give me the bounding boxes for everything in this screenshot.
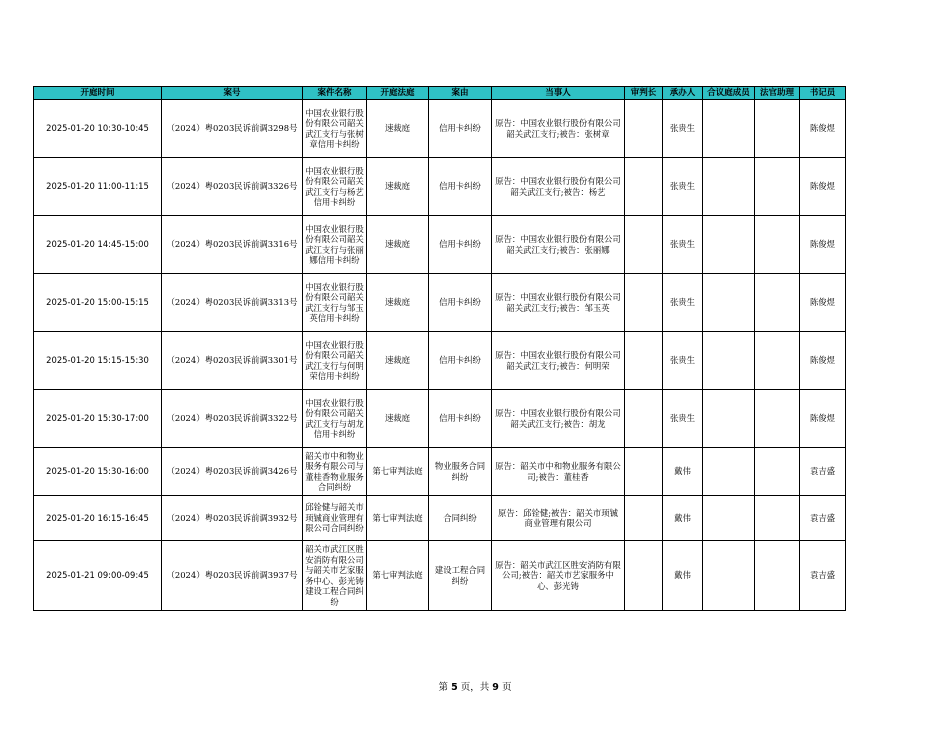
cell-handler: 戴伟 [663, 448, 703, 496]
cell-case-name: 中国农业银行股份有限公司韶关武江支行与张丽娜信用卡纠纷 [303, 216, 367, 274]
cell-case-name: 中国农业银行股份有限公司韶关武江支行与邹玉英信用卡纠纷 [303, 274, 367, 332]
table-row [34, 100, 846, 158]
cell-handler: 张贵生 [663, 216, 703, 274]
cell-case-name: 韶关市中和物业服务有限公司与董桂香物业服务合同纠纷 [303, 448, 367, 496]
cell-case-name: 邱铨健与韶关市顼铖商业管理有限公司合同纠纷 [303, 496, 367, 541]
cell-court: 第七审判法庭 [367, 541, 429, 611]
cell-case-no: （2024）粤0203民诉前调3426号 [162, 448, 303, 496]
cell-parties: 原告：韶关市中和物业服务有限公司;被告：董桂香 [492, 448, 625, 496]
cell-time: 2025-01-20 16:15-16:45 [34, 496, 162, 541]
cell-clerk: 陈俊煜 [800, 332, 846, 390]
cell-presiding [625, 158, 663, 216]
cell-case-no: （2024）粤0203民诉前调3326号 [162, 158, 303, 216]
footer-suffix: 页 [501, 682, 512, 693]
cell-presiding [625, 496, 663, 541]
col-header-clerk: 书记员 [800, 87, 846, 100]
page-footer [0, 679, 950, 693]
col-header-parties: 当事人 [492, 87, 625, 100]
table-row [34, 216, 846, 274]
col-header-assistant: 法官助理 [755, 87, 800, 100]
cell-assistant [755, 158, 800, 216]
cell-presiding [625, 332, 663, 390]
cell-assistant [755, 496, 800, 541]
cell-case-no: （2024）粤0203民诉前调3313号 [162, 274, 303, 332]
cell-presiding [625, 390, 663, 448]
col-header-case-name: 案件名称 [303, 87, 367, 100]
cell-case-name: 中国农业银行股份有限公司韶关武江支行与杨艺信用卡纠纷 [303, 158, 367, 216]
cell-clerk: 袁吉盛 [800, 541, 846, 611]
cell-case-no: （2024）粤0203民诉前调3301号 [162, 332, 303, 390]
footer-prefix: 第 [438, 682, 449, 693]
col-header-time: 开庭时间 [34, 87, 162, 100]
cell-clerk: 袁吉盛 [800, 448, 846, 496]
cell-handler: 张贵生 [663, 274, 703, 332]
cell-case-name: 韶关市武江区胜安消防有限公司与韶关市艺家服务中心、彭光铸建设工程合同纠纷 [303, 541, 367, 611]
cell-assistant [755, 216, 800, 274]
footer-total-pages: 9 [492, 682, 499, 693]
cell-parties: 原告：中国农业银行股份有限公司韶关武江支行;被告：胡龙 [492, 390, 625, 448]
cell-case-no: （2024）粤0203民诉前调3322号 [162, 390, 303, 448]
cell-court: 第七审判法庭 [367, 448, 429, 496]
table-row [34, 496, 846, 541]
cell-time: 2025-01-20 10:30-10:45 [34, 100, 162, 158]
cell-court: 第七审判法庭 [367, 496, 429, 541]
cell-parties: 原告：中国农业银行股份有限公司韶关武江支行;被告：张丽娜 [492, 216, 625, 274]
cell-clerk: 袁吉盛 [800, 496, 846, 541]
cell-cause: 信用卡纠纷 [429, 274, 492, 332]
table-row [34, 541, 846, 611]
table-row [34, 332, 846, 390]
cell-time: 2025-01-21 09:00-09:45 [34, 541, 162, 611]
header-row [34, 87, 846, 100]
table-row [34, 390, 846, 448]
cell-clerk: 陈俊煜 [800, 390, 846, 448]
footer-page-number: 5 [451, 682, 458, 693]
cell-case-name: 中国农业银行股份有限公司韶关武江支行与何明荣信用卡纠纷 [303, 332, 367, 390]
cell-clerk: 陈俊煜 [800, 158, 846, 216]
cell-parties: 原告：中国农业银行股份有限公司韶关武江支行;被告：杨艺 [492, 158, 625, 216]
cell-handler: 戴伟 [663, 541, 703, 611]
cell-case-no: （2024）粤0203民诉前调3932号 [162, 496, 303, 541]
cell-assistant [755, 100, 800, 158]
cell-assistant [755, 541, 800, 611]
cell-time: 2025-01-20 15:30-16:00 [34, 448, 162, 496]
cell-assistant [755, 448, 800, 496]
cell-cause: 信用卡纠纷 [429, 332, 492, 390]
cell-clerk: 陈俊煜 [800, 100, 846, 158]
cell-panel [703, 448, 755, 496]
table-row [34, 274, 846, 332]
cell-panel [703, 216, 755, 274]
cell-court: 速裁庭 [367, 390, 429, 448]
cell-presiding [625, 274, 663, 332]
col-header-handler: 承办人 [663, 87, 703, 100]
cell-cause: 信用卡纠纷 [429, 216, 492, 274]
table-row [34, 158, 846, 216]
cell-handler: 戴伟 [663, 496, 703, 541]
table-row [34, 448, 846, 496]
cell-time: 2025-01-20 11:00-11:15 [34, 158, 162, 216]
cell-clerk: 陈俊煜 [800, 216, 846, 274]
cell-case-name: 中国农业银行股份有限公司韶关武江支行与张树章信用卡纠纷 [303, 100, 367, 158]
cell-court: 速裁庭 [367, 216, 429, 274]
cell-court: 速裁庭 [367, 274, 429, 332]
footer-middle: 页，共 [460, 682, 490, 693]
cell-presiding [625, 216, 663, 274]
cell-case-no: （2024）粤0203民诉前调3316号 [162, 216, 303, 274]
cell-time: 2025-01-20 15:00-15:15 [34, 274, 162, 332]
col-header-case-no: 案号 [162, 87, 303, 100]
cell-panel [703, 100, 755, 158]
col-header-court: 开庭法庭 [367, 87, 429, 100]
cell-court: 速裁庭 [367, 158, 429, 216]
cell-handler: 张贵生 [663, 332, 703, 390]
cell-case-name: 中国农业银行股份有限公司韶关武江支行与胡龙信用卡纠纷 [303, 390, 367, 448]
cell-panel [703, 158, 755, 216]
cell-court: 速裁庭 [367, 332, 429, 390]
cell-parties: 原告：中国农业银行股份有限公司韶关武江支行;被告：何明荣 [492, 332, 625, 390]
cell-handler: 张贵生 [663, 100, 703, 158]
cell-cause: 建设工程合同纠纷 [429, 541, 492, 611]
cell-case-no: （2024）粤0203民诉前调3298号 [162, 100, 303, 158]
cell-parties: 原告：韶关市武江区胜安消防有限公司;被告：韶关市艺家服务中心、彭光铸 [492, 541, 625, 611]
cell-panel [703, 496, 755, 541]
cell-court: 速裁庭 [367, 100, 429, 158]
col-header-cause: 案由 [429, 87, 492, 100]
hearing-schedule-table [33, 86, 846, 611]
cell-clerk: 陈俊煜 [800, 274, 846, 332]
cell-presiding [625, 448, 663, 496]
cell-panel [703, 541, 755, 611]
cell-handler: 张贵生 [663, 158, 703, 216]
cell-assistant [755, 390, 800, 448]
cell-cause: 信用卡纠纷 [429, 158, 492, 216]
cell-cause: 物业服务合同纠纷 [429, 448, 492, 496]
cell-cause: 信用卡纠纷 [429, 390, 492, 448]
cell-presiding [625, 100, 663, 158]
col-header-panel: 合议庭成员 [703, 87, 755, 100]
cell-panel [703, 332, 755, 390]
cell-panel [703, 390, 755, 448]
cell-parties: 原告：中国农业银行股份有限公司韶关武江支行;被告：邹玉英 [492, 274, 625, 332]
cell-assistant [755, 274, 800, 332]
cell-time: 2025-01-20 14:45-15:00 [34, 216, 162, 274]
cell-handler: 张贵生 [663, 390, 703, 448]
cell-case-no: （2024）粤0203民诉前调3937号 [162, 541, 303, 611]
cell-cause: 合同纠纷 [429, 496, 492, 541]
cell-assistant [755, 332, 800, 390]
cell-time: 2025-01-20 15:30-17:00 [34, 390, 162, 448]
cell-panel [703, 274, 755, 332]
cell-parties: 原告：邱铨健;被告：韶关市顼铖商业管理有限公司 [492, 496, 625, 541]
cell-time: 2025-01-20 15:15-15:30 [34, 332, 162, 390]
col-header-presiding: 审判长 [625, 87, 663, 100]
cell-parties: 原告：中国农业银行股份有限公司韶关武江支行;被告：张树章 [492, 100, 625, 158]
cell-presiding [625, 541, 663, 611]
cell-cause: 信用卡纠纷 [429, 100, 492, 158]
